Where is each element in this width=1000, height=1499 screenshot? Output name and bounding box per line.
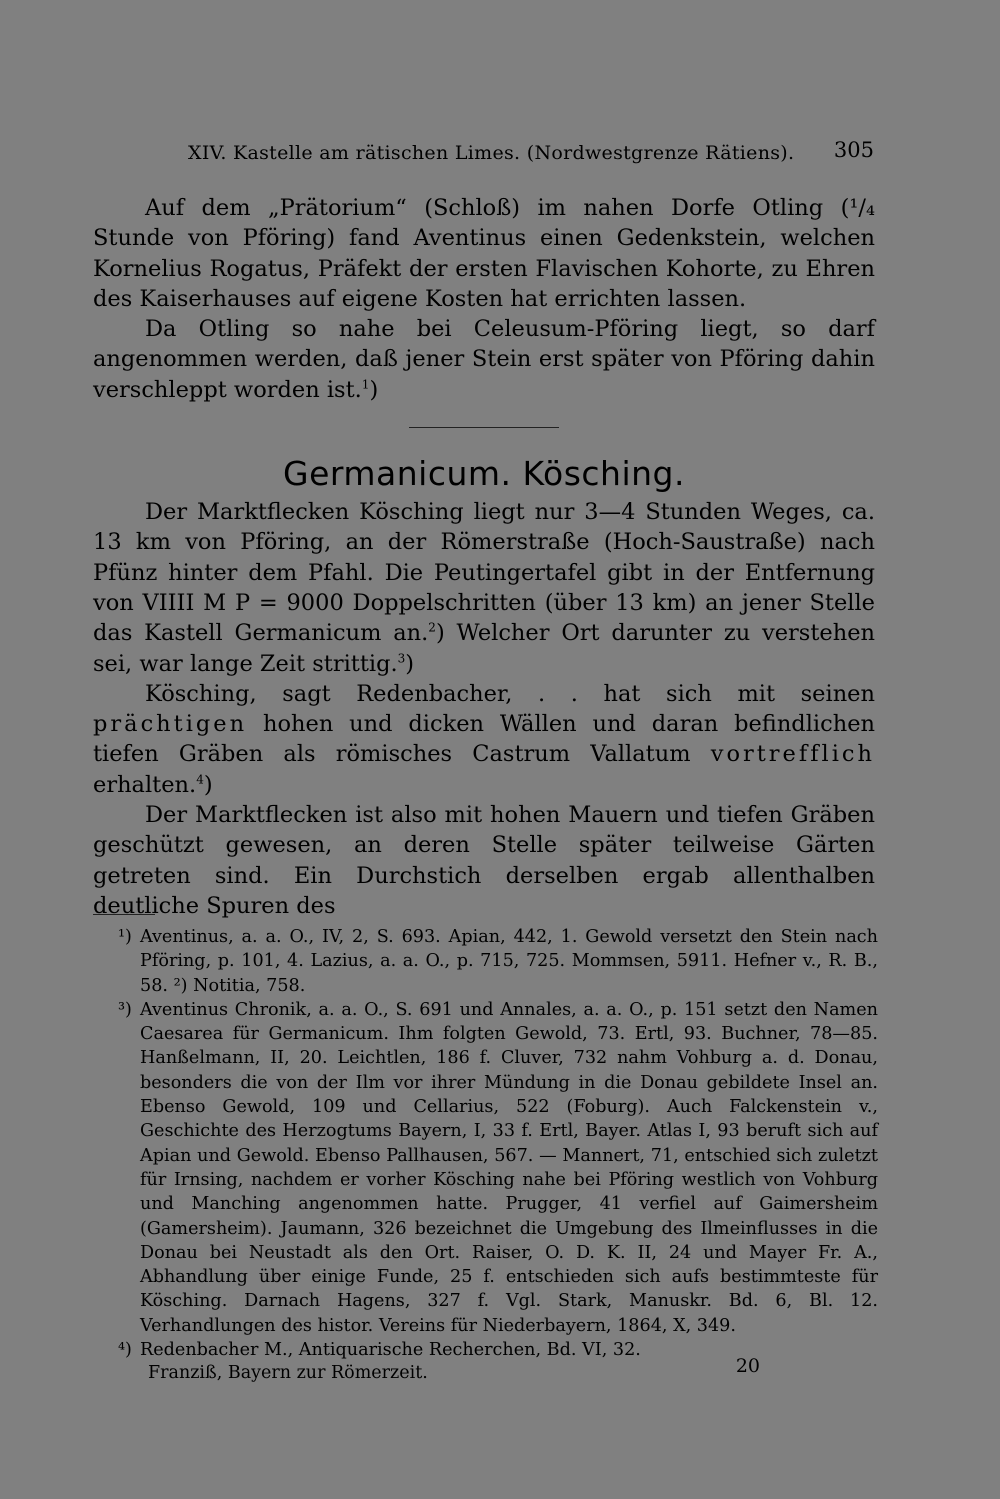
footnote-mark: ⁴) bbox=[118, 1340, 132, 1361]
paragraph-5: Der Marktflecken ist also mit hohen Mauern und tiefen Gräben geschützt gewesen, an deren Stelle später teilweise Gärten getreten sind. Ein Durchstich derselben ergab allenthalben deutliche Spuren des bbox=[93, 802, 875, 919]
paragraph-3: Der Marktflecken Kösching liegt nur 3—4 Stunden Weges, ca. 13 km von Pföring, an der Römerstraße (Hoch-Saustraße) nach Pfünz hinter dem Pfahl. Die Peutingertafel gibt in der Entfernung von VIIII M P = 9000 Doppelschritten (über 13 km) an jener Stelle das Kastell Germanicum an.$^2$) Welcher Ort darunter zu verstehen sei, war lange Zeit strittig.$^3$) bbox=[93, 499, 875, 677]
section-heading: Germanicum. Kösching. bbox=[283, 454, 685, 494]
footnote-mark: ³) bbox=[118, 999, 132, 1020]
printer-signature: Franziß, Bayern zur Römerzeit. bbox=[148, 1363, 428, 1383]
paragraph-4: Kösching, sagt Redenbacher, . . hat sich mit seinen prächtigen hohen und dicken Wällen und daran befindlichen tiefen Gräben als römisches Castrum Vallatum vortrefflich erhalten.$^4$) bbox=[93, 680, 875, 798]
main-text bbox=[93, 193, 875, 921]
paragraph-1: Auf dem „Prätorium“ (Schloß) im nahen Dorfe Otling (¹/₄ Stunde von Pföring) fand Aventinus einen Gedenkstein, welchen Kornelius Rogatus, Präfekt der ersten Flavischen Kohorte, zu Ehren des Kaiserhauses auf eigene Kosten hat errichten lassen. bbox=[93, 195, 875, 312]
footnote-ref-3: 3 bbox=[397, 651, 406, 666]
page-number: 305 bbox=[833, 138, 874, 162]
footnote-ref-2: 2 bbox=[428, 620, 436, 635]
paragraph-4-a: Kösching, sagt Redenbacher, . . hat sich mit seinen bbox=[145, 680, 875, 707]
paragraph-4-c: erhalten. bbox=[93, 771, 197, 798]
running-title: XIV. Kastelle am rätischen Limes. (Nordwestgrenze Rätiens). bbox=[188, 142, 795, 164]
running-header bbox=[188, 138, 874, 172]
paragraph-2-text: Da Otling so nahe bei Celeusum-Pföring liegt, so darf angenommen werden, daß jener Stein erst später von Pföring dahin verschleppt worden ist. bbox=[93, 316, 875, 403]
paragraph-3-b: Welcher Ort darunter zu verstehen sei, war lange Zeit strittig. bbox=[93, 620, 875, 677]
footnote-3 bbox=[118, 998, 878, 1338]
section-divider bbox=[409, 427, 559, 428]
footnote-mark: ¹) bbox=[118, 927, 132, 947]
footnote-text: Aventinus Chronik, a. a. O., S. 691 und Annales, a. a. O., p. 151 setzt den Namen Caesarea für Germanicum. Ihm folgten Gewold, 73. Ertl, 93. Buchner, 78—85. Hanßelmann, II, 20. Leichtlen, 186 f. Cluver, 732 nahm Vohburg a. d. Donau, besonders die von der Ilm vor ihrer Mündung in die Donau gebildete Insel an. Ebenso Gewold, 109 und Cellarius, 522 (Foburg). Auch Falckenstein v., Geschichte des Herzogtums Bayern, I, 33 f. Ertl, Bayer. Atlas I, 93 beruft sich auf Apian und Gewold. Ebenso Pallhausen, 567. — Mannert, 71, entschied sich zuletzt für Irnsing, nachdem er vorher Kösching nahe bei Pföring westlich von Vohburg und Manching angenommen hatte. Prugger, 41 verfiel auf Gaimersheim (Gamersheim). Jaumann, 326 bezeichnet die Umgebung des Ilmeinflusses in die Donau bei Neustadt als den Ort. Raiser, O. D. K. II, 24 und Mayer Fr. A., Abhandlung über einige Funde, 25 f. entschieden sich aufs bestimmteste für Kösching. Darnach Hagens, 327 f. Vgl. Stark, Manuskr. Bd. 6, Bl. 12. Verhandlungen des histor. Vereins für Niederbayern, 1864, X, 349. bbox=[140, 999, 878, 1336]
page-footer bbox=[148, 1355, 760, 1385]
emphasis-praechtigen: prächtigen bbox=[93, 711, 248, 738]
sheet-number: 20 bbox=[735, 1355, 760, 1377]
footnote-text: Aventinus, a. a. O., IV, 2, S. 693. Apian, 442, 1. Gewold versetzt den Stein nach Pföring, p. 101, 4. Lazius, a. a. O., p. 715, 725. Mommsen, 5911. Hefner v., R. B., 58. ²) Notitia, 758. bbox=[140, 927, 878, 996]
footnote-ref-4: 4 bbox=[196, 772, 204, 787]
paragraph-3-a: Der Marktflecken Kösching liegt nur 3—4 Stunden Weges, ca. 13 km von Pföring, an der Römerstraße (Hoch-Saustraße) nach Pfünz hinter dem Pfahl. Die Peutingertafel gibt in der Entfernung von VIIII M P = 9000 Doppelschritten (über 13 km) an jener Stelle das Kastell Germanicum an. bbox=[93, 499, 875, 647]
footnote-divider bbox=[93, 914, 155, 915]
footnote-1 bbox=[118, 925, 878, 998]
emphasis-vortrefflich: vortrefflich bbox=[710, 741, 875, 768]
footnote-ref-1: 1 bbox=[361, 377, 370, 392]
paragraph-4-b: hohen und dicken Wällen und daran befindlichen tiefen Gräben als römisches Castrum Vallatum bbox=[93, 711, 875, 768]
footnote-text: Redenbacher M., Antiquarische Recherchen, Bd. VI, 32. bbox=[140, 1340, 641, 1361]
paragraph-2: Da Otling so nahe bei Celeusum-Pföring liegt, so darf angenommen werden, daß jener Stein erst später von Pföring dahin verschleppt worden ist.$^1$) bbox=[93, 316, 875, 403]
footnotes bbox=[118, 925, 878, 1362]
